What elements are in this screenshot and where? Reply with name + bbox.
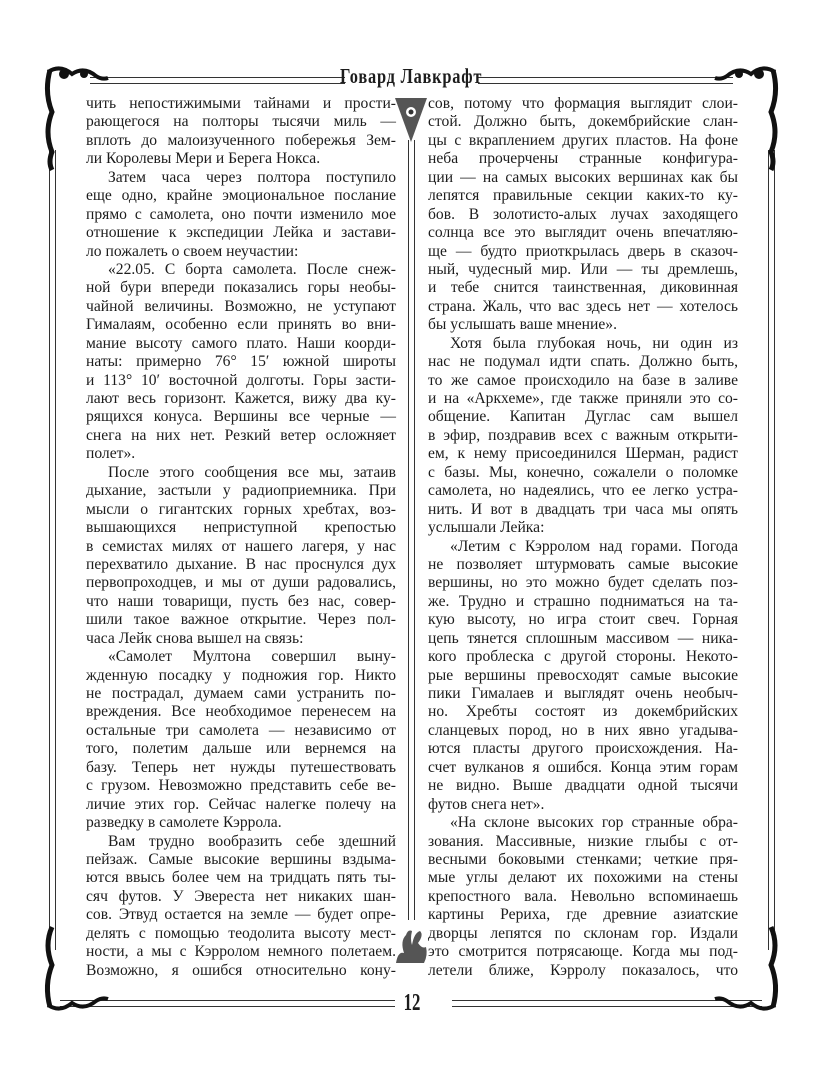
text-line: в эфир, поздравив всех с важным открыти-	[428, 426, 738, 444]
page-number-text: 12	[403, 990, 420, 1016]
text-line: в семистах милях от нашего лагеря, у нас	[86, 537, 396, 555]
text-line: картины Рериха, где древние азиатские	[428, 906, 738, 924]
page-number	[0, 990, 823, 1017]
text-line: пики Гималаев и выглядят очень необыч-	[428, 685, 738, 702]
text-line: остальные три самолета — независимо от	[86, 721, 396, 739]
paragraph	[428, 814, 738, 980]
text-line: счет вулканов я ошибся. Конца этим горам	[428, 758, 738, 776]
text-line: После этого сообщения все мы, затаив	[108, 463, 396, 481]
text-line: ли Королевы Мери и Берега Нокса.	[86, 150, 321, 168]
text-line: Вам трудно вообразить себе здешний	[108, 832, 396, 850]
text-line: мысли о гигантских горных хребтах, воз-	[86, 500, 396, 518]
text-line: бов. В золотисто-алых лучах заходящего	[428, 205, 738, 223]
text-line: ются ввысь более чем на тридцать пять ты-	[86, 869, 396, 887]
text-line: сов, потому что формация выглядит слои-	[428, 95, 738, 112]
text-line: не пострадал, думаем сами устранить по-	[86, 685, 396, 702]
text-line: сов. Этвуд остается на земле — будет опре-	[86, 906, 396, 924]
text-line: еще одно, крайне эмоциональное послание	[86, 187, 396, 205]
frame-left-rule	[49, 150, 56, 950]
text-line: нить. И вот в двадцать три часа мы опять	[428, 500, 738, 518]
text-line: солнца все это выглядит очень впечатляю-	[428, 224, 738, 242]
text-line: личие этих гор. Сейчас налегке полечу на	[86, 795, 396, 813]
text-line: пейзаж. Самые высокие вершины вздыма-	[86, 850, 396, 868]
text-line: чить непостижимыми тайнами и прости-	[86, 95, 396, 112]
text-line: полет».	[86, 445, 136, 463]
text-line: наты: примерно 76° 15′ южной широты	[86, 353, 396, 371]
text-line: зования. Массивные, низкие глыбы с от-	[428, 832, 738, 850]
text-line: сяч футов. У Эвереста нет никаких шан-	[86, 887, 396, 905]
frame-right-rule	[768, 150, 775, 950]
text-line: жденную посадку у подножия гор. Никто	[86, 666, 396, 684]
text-line: кого проблеска с другой стороны. Некото-	[428, 648, 738, 666]
text-line: отношение к экспедиции Лейка и застави-	[86, 224, 396, 242]
text-line: вершины, но это можно будет сделать поз-	[428, 574, 738, 592]
text-line: же. Трудно и страшно подниматься на та-	[428, 592, 738, 610]
text-line: ной бури впереди показались горы необы-	[86, 279, 396, 297]
text-line: ще — будто приоткрылась дверь в сказоч-	[428, 242, 738, 260]
text-line: разведку в самолете Кэррола.	[86, 814, 282, 832]
text-line: это смотрится потрясающе. Когда мы под-	[428, 943, 738, 961]
text-line: того, полетим дальше или вернемся на	[86, 740, 396, 758]
text-line: вреждения. Все необходимое перенесем на	[86, 703, 396, 721]
paragraph	[428, 95, 738, 335]
text-line: дворцы лепятся по склонам гор. Издали	[428, 924, 738, 942]
text-line: не видно. Выше двадцати одной тысячи	[428, 777, 738, 795]
text-line: неба прочерчены странные конфигура-	[428, 150, 738, 168]
text-line: рые вершины превосходят самые высокие	[428, 666, 738, 684]
paragraph	[86, 95, 396, 169]
text-line: «22.05. С борта самолета. После снеж-	[108, 260, 396, 278]
text-line: цы с вкраплением других пластов. На фоне	[428, 131, 738, 149]
text-line: рающегося на полторы тысячи миль —	[86, 113, 396, 131]
text-line: с грузом. Невозможно представить себе ве-	[86, 777, 396, 795]
text-line: дыхание, застыли у радиоприемника. При	[86, 482, 396, 500]
text-line: вплоть до малоизученного побережья Зем-	[86, 131, 396, 149]
text-line: самолета, но надеялись, что ее легко устра-	[428, 482, 738, 500]
text-line: страна. Жаль, что вас здесь нет — хотелось	[428, 297, 738, 315]
text-line: ются пласты другого происхождения. На-	[428, 740, 738, 758]
text-line: снега на них нет. Резкий ветер осложняет	[86, 426, 396, 444]
text-line: «На склоне высоких гор странные обра-	[450, 814, 738, 832]
text-line: услышали Лейка:	[428, 519, 545, 537]
book-author-title: Говард Лавкрафт	[340, 64, 483, 88]
text-line: лепятся правильные секции каких-то ку-	[428, 187, 738, 205]
text-line: не позволяет штурмовать самые высокие	[428, 555, 738, 573]
paragraph	[428, 538, 738, 815]
text-line: Хотя была глубокая ночь, ни один из	[450, 334, 738, 352]
text-line: шили такое важное открытие. Через пол-	[86, 611, 396, 629]
text-line: и 113° 10′ восточной долготы. Горы засти-	[86, 371, 396, 389]
text-line: летели ближе, Кэрролу показалось, что	[428, 961, 738, 979]
tentacle-ornament-icon	[392, 925, 430, 965]
text-line: весными боковыми стенками; четкие пря-	[428, 850, 738, 868]
text-line: но. Хребты состоят из докембрийских	[428, 703, 738, 721]
text-line: «Летим с Кэрролом над горами. Погода	[450, 537, 738, 555]
paragraph	[86, 464, 396, 648]
text-line: Затем часа через полтора поступило	[108, 168, 396, 186]
text-line: чайной величины. Возможно, не уступают	[86, 297, 396, 315]
text-line: рящихся конуса. Вершины все черные —	[86, 408, 396, 426]
text-line: Гималаям, особенно если принять во вни-	[86, 316, 396, 334]
text-line: стой. Должно быть, докембрийские слан-	[428, 113, 738, 131]
text-line: с базы. Мы, конечно, сожалели о поломке	[428, 463, 738, 481]
text-line: и тебе снится таинственная, диковинная	[428, 279, 738, 297]
text-line: перехватило дыхание. В нас проснулся дух	[86, 555, 396, 573]
text-line: прямо с самолета, оно почти изменило мое	[86, 205, 396, 223]
text-line: нас не подумал идти спать. Должно быть,	[428, 353, 738, 371]
paragraph	[86, 261, 396, 464]
text-line: мание высоту самого плато. Наши коорди-	[86, 334, 396, 352]
text-line: вышающихся неприступной крепостью	[86, 519, 396, 537]
text-line: то же самое происходило на базе в заливе	[428, 371, 738, 389]
text-line: сланцевых пород, но в них явно угадыва-	[428, 721, 738, 739]
text-line: Возможно, я ошибся относительно кону-	[86, 961, 396, 979]
text-line: кую высоту, но игра стоит свеч. Горная	[428, 611, 738, 629]
triangle-eye-ornament-icon	[394, 96, 428, 144]
text-column-right	[428, 95, 738, 980]
paragraph	[86, 648, 396, 832]
text-line: ный, чудесный мир. Или — ты дремлешь,	[428, 260, 738, 278]
text-line: крепостного вала. Невольно вспоминаешь	[428, 887, 738, 905]
text-line: делять с помощью теодолита высоту мест-	[86, 924, 396, 942]
column-divider	[408, 140, 415, 920]
text-line: ции — на самых высоких вершинах как бы	[428, 168, 738, 186]
text-line: часа Лейк снова вышел на связь:	[86, 629, 304, 647]
text-column-left	[86, 95, 396, 980]
text-line: ем, к нему присоединился Шерман, радист	[428, 445, 738, 463]
text-line: лают весь горизонт. Кажется, вижу два ку-	[86, 390, 396, 407]
text-line: что наши товарищи, пусть без нас, совер-	[86, 592, 396, 610]
text-line: первопроходцев, и мы от души радовались,	[86, 574, 396, 592]
text-line: базу. Теперь нет нужды путешествовать	[86, 758, 396, 776]
running-header	[0, 64, 823, 89]
text-line: цепь тянется сплошным массивом — ника-	[428, 629, 738, 647]
text-line: бы услышать ваше мнение».	[428, 316, 617, 334]
text-line: общение. Капитан Дуглас сам вышел	[428, 408, 738, 426]
paragraph	[428, 335, 738, 538]
text-line: ло пожалеть о своем неучастии:	[86, 242, 299, 260]
text-line: футов снега нет».	[428, 795, 545, 813]
paragraph	[86, 833, 396, 981]
paragraph	[86, 169, 396, 261]
text-line: «Самолет Мултона совершил выну-	[108, 648, 396, 666]
text-line: и на «Аркхеме», где также приняли это со-	[428, 390, 738, 407]
text-line: мые углы делают их похожими на стены	[428, 869, 738, 887]
text-line: ности, а мы с Кэрролом немного полетаем.	[86, 943, 396, 961]
